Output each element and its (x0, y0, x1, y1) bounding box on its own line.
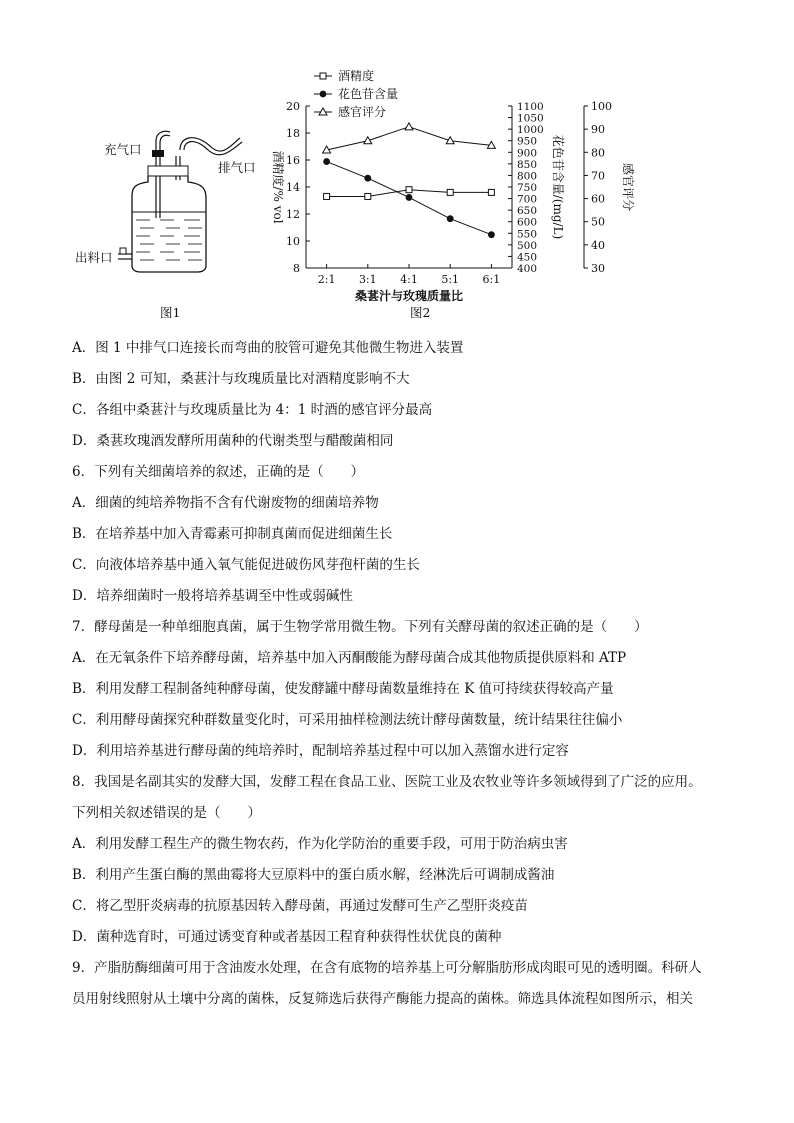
x-tick-label: 3:1 (358, 273, 377, 286)
text-line: B．由图 2 可知，桑葚汁与玫瑰质量比对酒精度影响不大 (72, 371, 410, 387)
text-line: C．向液体培养基中通入氧气能促进破伤风芽孢杆菌的生长 (72, 557, 420, 573)
mid-tick-label: 900 (517, 147, 538, 160)
left-tick-label: 8 (293, 262, 300, 275)
x-tick-label: 6:1 (482, 273, 501, 286)
series-point (447, 215, 454, 222)
x-tick-label: 5:1 (441, 273, 460, 286)
figure1-caption: 图1 (160, 305, 181, 320)
text-line: 8．我国是名副其实的发酵大国，发酵工程在食品工业、医院工业及农牧业等许多领域得到了广泛的应用。 (72, 774, 702, 790)
right-tick-label: 30 (591, 262, 605, 275)
text-line: D．桑葚玫瑰酒发酵所用菌种的代谢类型与醋酸菌相同 (72, 433, 394, 449)
left-tick-label: 12 (286, 208, 300, 221)
series-point (447, 189, 453, 195)
mid-axis-title: 花色苷含量/(mg/L) (551, 134, 565, 240)
series-point (364, 175, 371, 182)
text-line: C．各组中桑葚汁与玫瑰质量比为 4：1 时酒的感官评分最高 (72, 402, 433, 418)
series-point (406, 187, 412, 193)
text-line: B．利用发酵工程制备纯种酵母菌，使发酵罐中酵母菌数量维持在 K 值可持续获得较高产量 (72, 681, 614, 697)
text-line: 7．酵母菌是一种单细胞真菌，属于生物学常用微生物。下列有关酵母菌的叙述正确的是（ ） (72, 619, 648, 635)
right-axis-title: 感官评分 (621, 162, 635, 212)
left-tick-label: 20 (286, 100, 300, 113)
right-tick-label: 40 (591, 238, 605, 252)
outlet-label: 出料口 (75, 250, 113, 265)
exhaust-label: 排气口 (218, 160, 256, 175)
right-tick-label: 90 (591, 123, 605, 137)
legend-marker (320, 73, 326, 79)
text-line: C．将乙型肝炎病毒的抗原基因转入酵母菌，再通过发酵可生产乙型肝炎疫苗 (72, 898, 528, 914)
right-tick-label: 60 (591, 192, 605, 206)
text-line: 下列相关叙述错误的是（ ） (72, 805, 261, 821)
text-line: A．利用发酵工程生产的微生物农药，作为化学防治的重要手段，可用于防治病虫害 (72, 836, 568, 852)
text-line: C．利用酵母菌探究种群数量变化时，可采用抽样检测法统计酵母菌数量，统计结果往往偏小 (72, 712, 623, 728)
text-line: D．利用培养基进行酵母菌的纯培养时，配制培养基过程中可以加入蒸馏水进行定容 (72, 743, 569, 759)
left-axis-title: 酒精度/% vol (271, 150, 285, 224)
mid-tick-label: 550 (517, 228, 538, 241)
x-axis-title: 桑葚汁与玫瑰质量比 (354, 289, 464, 303)
text-line: B．利用产生蛋白酶的黑曲霉将大豆原料中的蛋白质水解，经淋洗后可调制成酱油 (72, 867, 555, 883)
inlet-label: 充气口 (104, 142, 142, 157)
text-line: A．细菌的纯培养物指不含有代谢废物的细菌培养物 (72, 495, 379, 511)
left-tick-label: 10 (286, 235, 300, 248)
series-point (365, 193, 371, 199)
mid-tick-label: 650 (517, 205, 538, 218)
legend-label: 酒精度 (338, 69, 375, 83)
right-tick-label: 100 (591, 100, 612, 113)
text-line: D．培养细菌时一般将培养基调至中性或弱碱性 (72, 588, 353, 604)
mid-tick-label: 700 (517, 193, 538, 206)
left-tick-label: 18 (286, 127, 300, 140)
right-tick-label: 50 (591, 215, 605, 229)
legend-label: 感官评分 (338, 105, 387, 119)
series-point (488, 189, 494, 195)
mid-tick-label: 1100 (517, 101, 544, 113)
left-tick-label: 16 (286, 154, 300, 167)
right-tick-label: 80 (591, 146, 605, 160)
text-line: A．图 1 中排气口连接长而弯曲的胶管可避免其他微生物进入装置 (72, 340, 464, 356)
mid-tick-label: 950 (517, 135, 538, 148)
mid-tick-label: 800 (517, 170, 538, 183)
mid-tick-label: 450 (517, 251, 538, 264)
text-line: A．在无氧条件下培养酵母菌，培养基中加入丙酮酸能为酵母菌合成其他物质提供原料和 ATP (72, 650, 627, 666)
mid-tick-label: 400 (517, 263, 538, 275)
series-point (488, 231, 495, 238)
x-tick-label: 2:1 (317, 273, 336, 286)
mid-tick-label: 1000 (517, 124, 544, 137)
mid-tick-label: 750 (517, 182, 538, 194)
mid-tick-label: 500 (517, 239, 538, 252)
left-tick-label: 14 (286, 181, 300, 194)
legend-marker (320, 91, 327, 98)
legend-label: 花色苷含量 (338, 87, 399, 101)
mid-tick-label: 600 (517, 216, 538, 229)
x-tick-label: 4:1 (400, 273, 418, 286)
figure2-caption: 图2 (410, 305, 431, 320)
text-line: B．在培养基中加入青霉素可抑制真菌而促进细菌生长 (72, 526, 393, 542)
series-point (405, 123, 413, 130)
text-line: 员用射线照射从土壤中分离的菌株，反复筛选后获得产酶能力提高的菌株。筛选具体流程如图所示，相关 (72, 991, 693, 1007)
series-point (324, 193, 330, 199)
text-line: D．菌种选育时，可通过诱变育种或者基因工程育种获得性状优良的菌种 (72, 929, 502, 945)
text-line: 6．下列有关细菌培养的叙述，正确的是（ ） (72, 464, 365, 480)
mid-tick-label: 1050 (517, 112, 544, 125)
figure2-chart (262, 64, 642, 304)
right-tick-label: 70 (591, 169, 605, 183)
series-point (406, 194, 413, 201)
series-point (323, 158, 330, 165)
text-line: 9．产脂肪酶细菌可用于含油废水处理，在含有底物的培养基上可分解脂肪形成肉眼可见的透明圈。科研人 (72, 960, 702, 976)
mid-tick-label: 850 (517, 158, 538, 171)
